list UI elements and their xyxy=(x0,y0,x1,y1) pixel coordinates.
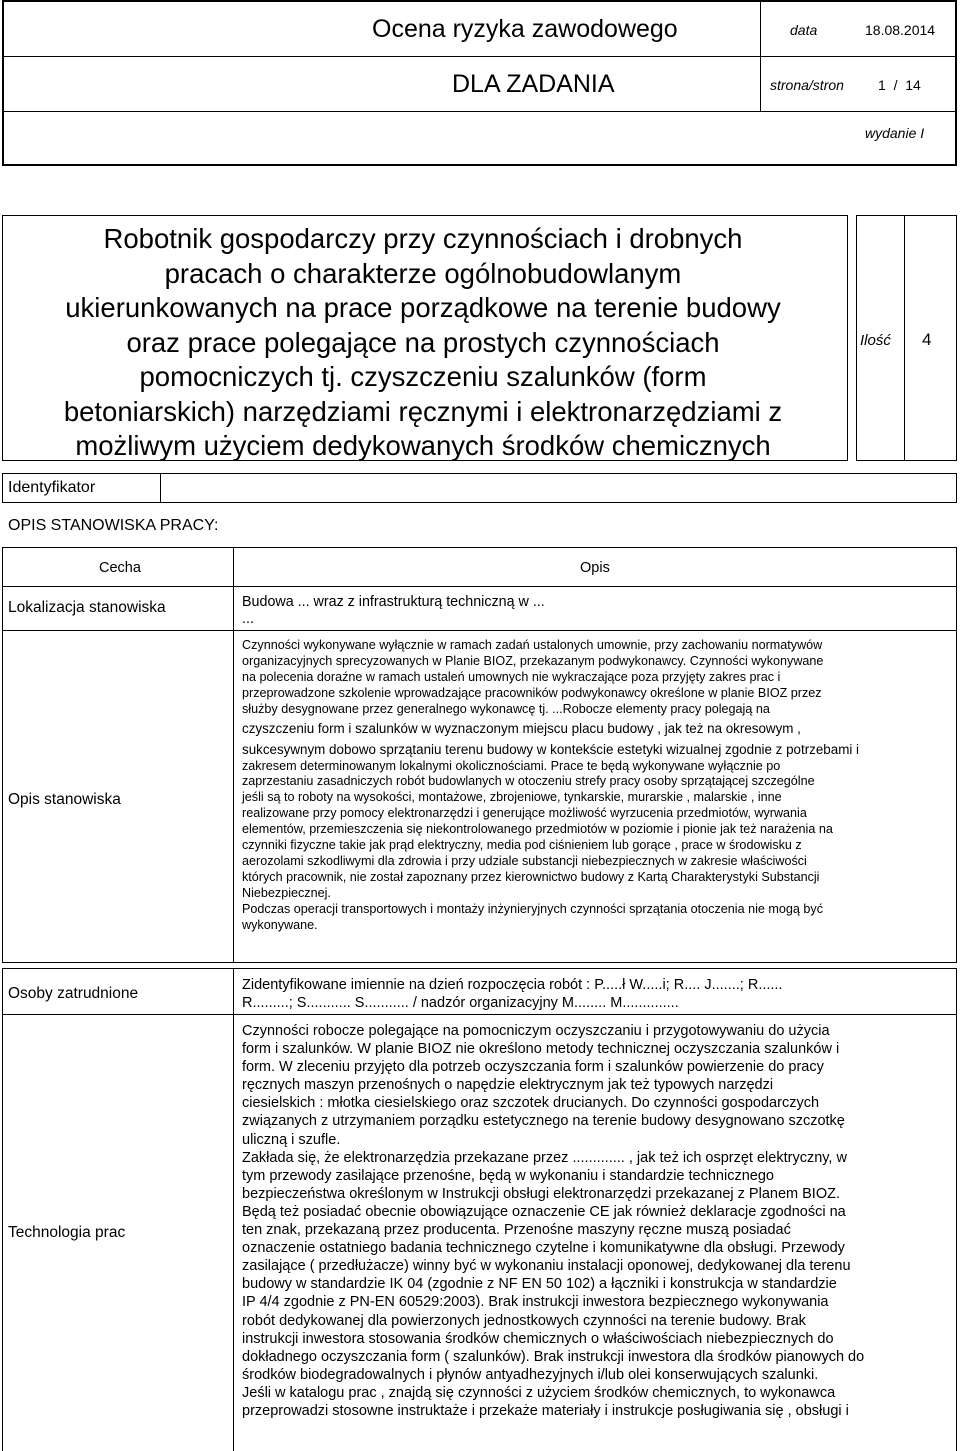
table-row-divider xyxy=(2,630,957,631)
technology-line: środków biodegradowalnych i płynów antyadhezyjnych i/lub olei konserwujących szalunki. xyxy=(242,1366,819,1383)
job-title xyxy=(0,222,846,464)
table2-col-divider xyxy=(233,968,234,1451)
technology-line: Jeśli w katalogu prac , znajdą się czynności z użyciem środków chemicznych, to wykonawca xyxy=(242,1384,836,1401)
position-line: służby desygnowane przez generalnego wykonawcę tj. ...Robocze elementy pracy polegają na xyxy=(242,701,770,716)
location-text xyxy=(242,594,545,628)
technology-line: dokładnego oczyszczania form ( szalunków). Brak instrukcji inwestora dla środków pianowych do xyxy=(242,1348,865,1365)
position-text xyxy=(242,638,859,934)
position-line: zaprzestaniu zasadniczych robót budowlanych w otoczeniu strefy pracy osoby sprzątającej szczególne xyxy=(242,774,815,789)
position-line: Czynności wykonywane wyłącznie w ramach zadań ustalonych umownie, przy zachowaniu normatywów xyxy=(242,638,823,652)
job-title-line: pracach o charakterze ogólnobudowlanym xyxy=(164,257,682,289)
position-label: Opis stanowiska xyxy=(8,791,121,808)
job-title-line: ukierunkowanych na prace porządkowe na terenie budowy xyxy=(65,292,781,323)
table-row-divider xyxy=(2,586,957,587)
header-row-divider xyxy=(2,56,957,57)
position-line: Podczas operacji transportowych i montaży inżynieryjnych czynności sprzątania otoczenia nie mogą być xyxy=(242,901,823,916)
header-title: Ocena ryzyka zawodowego xyxy=(372,15,678,43)
page-value: 1 / 14 xyxy=(878,77,921,93)
technology-line: ciesielskich : młotka ciesielskiego oraz szczotek drucianych. Do czynności gospodarczych xyxy=(242,1095,820,1112)
job-title-line: oraz prace polegające na prostych czynnościach xyxy=(126,326,720,358)
location-line: Budowa ... wraz z infrastrukturą techniczną w ... xyxy=(242,594,545,610)
technology-line: form i szalunków. W planie BIOZ nie określono metody technicznej oczyszczania szalunków i xyxy=(242,1041,840,1058)
job-title-line: pomocniczych tj. czyszczeniu szalunków (form xyxy=(139,361,707,392)
position-line: elementów, przemieszczenia się niekontrolowanego przedmiotów w poziomie i pionie jak też narażenia na xyxy=(242,822,833,837)
identifier-divider xyxy=(160,473,161,503)
identifier-frame xyxy=(2,473,957,503)
technology-line: IP 4/4 zgodnie z PN-EN 60529:2003). Brak instrukcji inwestora bezpiecznego wykonywania xyxy=(242,1294,829,1311)
technology-line: bezpieczeństwa określonym w Instrukcji obsługi elektronarzędzi przekazanej z Planem BIOZ. xyxy=(242,1185,840,1202)
position-line: wykonywane. xyxy=(242,917,318,932)
table-col-divider xyxy=(233,547,234,963)
identifier-label: Identyfikator xyxy=(8,479,96,496)
technology-line: ręcznych maszyn przenośnych o napędzie elektrycznym jak też typowych narzędzi xyxy=(242,1077,774,1094)
position-line: organizacyjnych sprecyzowanych w Planie BIOZ, przekazanym podwykonawcy. Czynności wykonywane xyxy=(242,653,824,668)
position-line: Niebezpiecznej. xyxy=(242,885,331,900)
location-label: Lokalizacja stanowiska xyxy=(8,599,166,616)
date-label: data xyxy=(790,22,818,38)
technology-line: instrukcji inwestora stosowania środków chemicznych o właściwościach niebezpiecznych do xyxy=(242,1330,834,1347)
position-line: sukcesywnym dobowo sprzątaniu terenu budowy w kontekście estetyki wizualnej zgodnie z potrzebami i xyxy=(242,741,860,757)
job-title-line: możliwym użyciem dedykowanych środków chemicznych xyxy=(75,430,771,461)
technology-text xyxy=(242,1022,864,1420)
position-line: których pracownik, nie został zapoznany przez kierownictwo budowy z Kartą Charakterystyki Substancji xyxy=(242,869,820,884)
position-line: na polecenia doraźne w ramach ustaleń umownych nie wykraczające poza przyjęty zakres prac i xyxy=(242,669,781,684)
quantity-value: 4 xyxy=(922,330,932,349)
technology-line: oznaczenie ostatniego badania technicznego czytelne i komunikatywne dla obsługi. Przewody xyxy=(242,1240,845,1257)
col-header-description: Opis xyxy=(580,560,610,576)
quantity-divider xyxy=(904,215,905,461)
position-line: zakresem determinowanym lokalnymi okolicznościami. Prace te będą wykonywane wyłącznie po xyxy=(242,758,781,773)
position-line: jeśli są to roboty na wysokości, montażowe, zbrojeniowe, tynkarskie, murarskie , malarskie , inne xyxy=(242,790,782,805)
technology-line: tym przewody zasilające przenośne, będą w wykonaniu i standardzie technicznego xyxy=(242,1167,774,1184)
table2-row-divider xyxy=(2,1014,957,1015)
employed-line: Zidentyfikowane imiennie na dzień rozpoczęcia robót : P.....ł W.....i; R.... J.......; R...... xyxy=(242,977,783,993)
employed-line: R.........; S........... S........... / nadzór organizacyjny M........ M.............. xyxy=(242,995,679,1012)
position-line: aerozolami szkodliwymi dla zdrowia i przy udziale substancji niebezpiecznych w zakresie właściwości xyxy=(242,853,807,868)
header-subtitle: DLA ZADANIA xyxy=(452,70,615,98)
header-row-divider-2 xyxy=(2,111,957,112)
technology-line: zasilające ( przedłużacze) winny być w wykonaniu instalacji oponowej, dedykowanej dla terenu xyxy=(242,1258,851,1275)
technology-line: ten znak, przekazaną przez producenta. Przenośne maszyny ręczne muszą posiadać xyxy=(242,1222,791,1239)
technology-line: Czynności robocze polegające na pomocniczym oczyszczaniu i przygotowywaniu do użycia xyxy=(242,1023,830,1039)
date-value: 18.08.2014 xyxy=(865,22,936,38)
edition-label: wydanie I xyxy=(865,125,925,141)
employed-text xyxy=(242,976,783,1012)
technology-line: związanych z utrzymaniem porządku estetycznego na terenie budowy desygnowano szczotkę xyxy=(242,1113,845,1130)
technology-line: uliczną i szufle. xyxy=(242,1131,341,1148)
position-line: realizowane przy pomocy elektronarzędzi i generujące możliwość wyrzucenia przedmiotów, wyrwania xyxy=(242,806,807,821)
technology-line: przeprowadzi stosowne instruktaże i przekaże materiały i instrukcje posługiwania się , obsługi i xyxy=(242,1402,849,1419)
section-title: OPIS STANOWISKA PRACY: xyxy=(8,517,219,534)
technology-line: Będą też posiadać obecnie obowiązujące oznaczenie CE jak również deklaracje zgodności na xyxy=(242,1203,846,1220)
technology-line: form. W zleceniu przyjęto dla potrzeb oczyszczania form i szalunków powierzenie do pracy xyxy=(242,1059,824,1076)
technology-label: Technologia prac xyxy=(8,1224,126,1241)
technology-line: Zakłada się, że elektronarzędzia przekazane przez ............. , jak też ich osprzęt elektryczny, w xyxy=(242,1149,847,1166)
employed-label: Osoby zatrudnione xyxy=(8,985,139,1002)
job-title-line: Robotnik gospodarczy przy czynnościach i drobnych xyxy=(103,223,743,254)
page-label: strona/stron xyxy=(770,77,844,93)
quantity-label: Ilość xyxy=(860,332,891,349)
location-line: ... xyxy=(242,611,254,627)
position-line: przeprowadzone szkolenie wprowadzające pracowników podwykonawcy określone w planie BIOZ przez xyxy=(242,685,822,700)
job-title-line: betoniarskich) narzędziami ręcznymi i elektronarzędziami z xyxy=(63,395,783,427)
technology-line: robót dedykowanej dla powierzonych jednostkowych czynności na terenie budowy. Brak xyxy=(242,1312,806,1329)
position-line: czynniki fizyczne takie jak prąd elektryczny, media pod ciśnieniem lub gorące , prace w środowisku z xyxy=(242,838,802,853)
technology-line: budowy w standardzie IK 04 (zgodnie z NF EN 50 102) a łączniki i konstrukcja w standardzie xyxy=(242,1276,837,1293)
col-header-feature: Cecha xyxy=(99,560,141,576)
position-line: czyszczeniu form i szalunków w wyznaczonym miejscu placu budowy , jak też na okresowym , xyxy=(242,720,801,736)
